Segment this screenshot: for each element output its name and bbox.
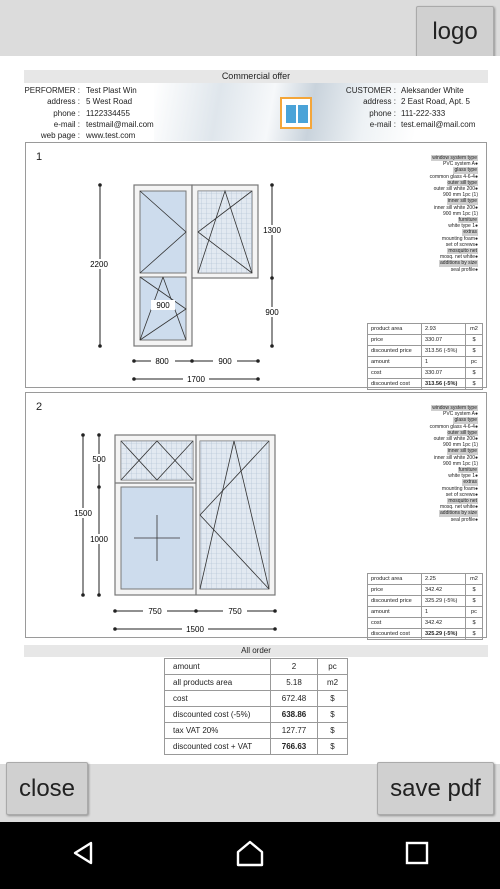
- window-item-1: [25, 142, 487, 388]
- spec-value: PVC system A●: [443, 161, 478, 168]
- spec-value: outer sill white 200●: [433, 436, 478, 443]
- price-table: [367, 573, 483, 640]
- spec-heading: outer sill type: [447, 179, 477, 186]
- item-number: 1: [36, 151, 43, 163]
- field-label: CUSTOMER :: [345, 86, 396, 95]
- spec-value: 900 mm 1pc (1): [442, 442, 478, 449]
- price-table: [367, 323, 483, 390]
- spec-heading: glass type: [454, 417, 477, 424]
- recents-icon[interactable]: [404, 840, 430, 871]
- customer-row: [24, 96, 470, 107]
- summary-unit: $: [318, 739, 348, 755]
- price-unit: pc: [466, 357, 483, 368]
- spec-value: 900 mm 1pc (1): [442, 460, 478, 467]
- price-value: 1: [422, 357, 466, 368]
- spec-heading: window system type: [432, 155, 477, 161]
- price-unit: pc: [466, 607, 483, 618]
- price-row: [368, 368, 483, 379]
- dim-label: 1700: [187, 375, 205, 384]
- field-label: phone :: [369, 108, 396, 118]
- price-unit: $: [466, 629, 483, 640]
- price-value: 2.25: [422, 574, 466, 585]
- field-label: PERFORMER :: [24, 86, 80, 95]
- customer-row: [24, 119, 476, 130]
- dim-label: 500: [92, 455, 106, 464]
- item-number: 2: [36, 401, 43, 413]
- summary-row: [165, 675, 348, 691]
- dim-label: 750: [148, 607, 162, 616]
- back-icon[interactable]: [70, 840, 96, 871]
- price-value: 342.42: [422, 585, 466, 596]
- price-label: amount: [368, 607, 422, 618]
- price-value: 325.29 (-5%): [422, 596, 466, 607]
- dim-label: 1000: [90, 535, 108, 544]
- price-value: 2.93: [422, 324, 466, 335]
- price-value: 1: [422, 607, 466, 618]
- price-label: price: [368, 585, 422, 596]
- field-value: Aleksander White: [401, 86, 464, 95]
- system-nav-bar: [0, 822, 500, 889]
- summary-value: 127.77: [271, 723, 318, 739]
- summary-value: 672.48: [271, 691, 318, 707]
- dim-label: 1300: [263, 226, 281, 235]
- price-row: [368, 346, 483, 357]
- spec-value: inner sill white 200●: [433, 454, 478, 461]
- field-value: 5 West Road: [86, 97, 133, 107]
- spec-value: 900 mm 1pc (1): [442, 210, 478, 217]
- spec-value: outer sill white 200●: [433, 186, 478, 193]
- summary-unit: $: [318, 691, 348, 707]
- dim-label: 900: [218, 357, 232, 366]
- price-value: 342.42: [422, 618, 466, 629]
- price-row: [368, 607, 483, 618]
- spec-heading: extras: [463, 229, 477, 236]
- price-label: discounted cost: [368, 629, 422, 640]
- field-value: Test Plast Win: [86, 86, 137, 95]
- price-unit: $: [466, 379, 483, 390]
- summary-label: amount: [165, 659, 271, 675]
- price-unit: $: [466, 335, 483, 346]
- price-unit: $: [466, 585, 483, 596]
- price-label: discounted cost: [368, 379, 422, 390]
- spec-heading: additions by size: [440, 260, 477, 267]
- field-label: address :: [47, 97, 80, 107]
- price-unit: $: [466, 618, 483, 629]
- price-value: 313.56 (-5%): [422, 379, 466, 390]
- price-unit: m2: [466, 324, 483, 335]
- spec-heading: additions by size: [440, 510, 477, 517]
- summary-row: [165, 739, 348, 755]
- spec-list: [408, 155, 478, 273]
- dim-label: 750: [228, 607, 242, 616]
- price-unit: $: [466, 346, 483, 357]
- summary-value: 766.63: [271, 739, 318, 755]
- summary-value: 638.86: [271, 707, 318, 723]
- summary-label: cost: [165, 691, 271, 707]
- field-label: phone :: [53, 108, 80, 118]
- price-row: [368, 379, 483, 390]
- field-label: address :: [363, 97, 396, 107]
- spec-heading: mosquito net: [448, 248, 477, 255]
- price-label: discounted price: [368, 596, 422, 607]
- summary-value: 2: [271, 659, 318, 675]
- home-icon[interactable]: [235, 839, 265, 872]
- spec-heading: furniture: [458, 467, 477, 474]
- summary-row: [165, 659, 348, 675]
- price-label: price: [368, 335, 422, 346]
- spec-value: common glass 4-6-4●: [429, 173, 478, 180]
- customer-row: [24, 85, 464, 96]
- price-row: [368, 357, 483, 368]
- spec-value: mosq. net white●: [439, 504, 478, 511]
- price-value: 325.29 (-5%): [422, 629, 466, 640]
- dim-label: 1500: [186, 625, 204, 634]
- price-row: [368, 629, 483, 640]
- price-value: 330.07: [422, 368, 466, 379]
- field-label: e-mail :: [53, 119, 80, 129]
- price-row: [368, 596, 483, 607]
- spec-value: white type 1●: [448, 223, 478, 230]
- spec-value: seal profile●: [450, 516, 478, 523]
- field-value: 111-222-333: [401, 108, 446, 118]
- spec-value: 900 mm 1pc (1): [442, 192, 478, 199]
- price-label: discounted price: [368, 346, 422, 357]
- spec-value: PVC system A●: [443, 411, 478, 418]
- save-pdf-button[interactable]: save pdf: [377, 762, 494, 815]
- field-value: www.test.com: [86, 131, 136, 141]
- price-row: [368, 585, 483, 596]
- summary-table: [164, 658, 348, 755]
- spec-heading: inner sill type: [447, 198, 477, 205]
- price-unit: $: [466, 596, 483, 607]
- field-value: test.email@mail.com: [401, 119, 476, 129]
- spec-heading: glass type: [454, 167, 477, 174]
- spec-list: [408, 405, 478, 523]
- spec-value: mounting foam●: [441, 235, 478, 242]
- summary-row: [165, 691, 348, 707]
- price-unit: $: [466, 368, 483, 379]
- field-label: e-mail :: [369, 119, 396, 129]
- summary-label: discounted cost + VAT: [165, 739, 271, 755]
- dim-label: 900: [156, 301, 170, 310]
- performer-row: [24, 130, 136, 141]
- summary-row: [165, 707, 348, 723]
- price-label: product area: [368, 574, 422, 585]
- window-item-2: [25, 392, 487, 638]
- spec-heading: furniture: [458, 217, 477, 224]
- price-row: [368, 574, 483, 585]
- spec-heading: inner sill type: [447, 448, 477, 455]
- dim-label: 2200: [90, 260, 108, 269]
- price-row: [368, 335, 483, 346]
- spec-heading: mosquito net: [448, 498, 477, 505]
- summary-label: discounted cost (-5%): [165, 707, 271, 723]
- field-value: 2 East Road, Apt. 5: [401, 97, 470, 107]
- summary-unit: $: [318, 723, 348, 739]
- summary-unit: m2: [318, 675, 348, 691]
- price-label: product area: [368, 324, 422, 335]
- spec-heading: window system type: [432, 405, 477, 411]
- spec-value: mosq. net white●: [439, 254, 478, 261]
- summary-row: [165, 723, 348, 739]
- customer-row: [24, 108, 446, 119]
- spec-value: seal profile●: [450, 266, 478, 273]
- field-value: 1122334455: [86, 108, 130, 118]
- price-value: 313.56 (-5%): [422, 346, 466, 357]
- spec-value: set of screws●: [445, 491, 478, 498]
- offer-title: Commercial offer: [24, 70, 488, 83]
- price-label: cost: [368, 368, 422, 379]
- dim-label: 800: [155, 357, 169, 366]
- spec-value: white type 1●: [448, 473, 478, 480]
- logo-button[interactable]: logo: [416, 6, 494, 58]
- spec-heading: outer sill type: [447, 429, 477, 436]
- price-label: amount: [368, 357, 422, 368]
- spec-value: mounting foam●: [441, 485, 478, 492]
- summary-label: tax VAT 20%: [165, 723, 271, 739]
- dim-label: 900: [265, 308, 279, 317]
- dim-label: 1500: [74, 509, 92, 518]
- close-button[interactable]: close: [6, 762, 88, 815]
- field-label: web page :: [40, 131, 80, 141]
- field-value: testmail@mail.com: [86, 119, 154, 129]
- summary-title: All order: [24, 645, 488, 657]
- offer-header: [24, 83, 488, 141]
- spec-heading: extras: [463, 479, 477, 486]
- spec-value: common glass 4-6-4●: [429, 423, 478, 430]
- summary-unit: $: [318, 707, 348, 723]
- price-value: 330.07: [422, 335, 466, 346]
- price-row: [368, 324, 483, 335]
- summary-label: all products area: [165, 675, 271, 691]
- spec-value: inner sill white 200●: [433, 204, 478, 211]
- price-row: [368, 618, 483, 629]
- summary-value: 5.18: [271, 675, 318, 691]
- summary-unit: pc: [318, 659, 348, 675]
- offer-document[interactable]: [0, 56, 500, 764]
- price-unit: m2: [466, 574, 483, 585]
- spec-value: set of screws●: [445, 241, 478, 248]
- price-label: cost: [368, 618, 422, 629]
